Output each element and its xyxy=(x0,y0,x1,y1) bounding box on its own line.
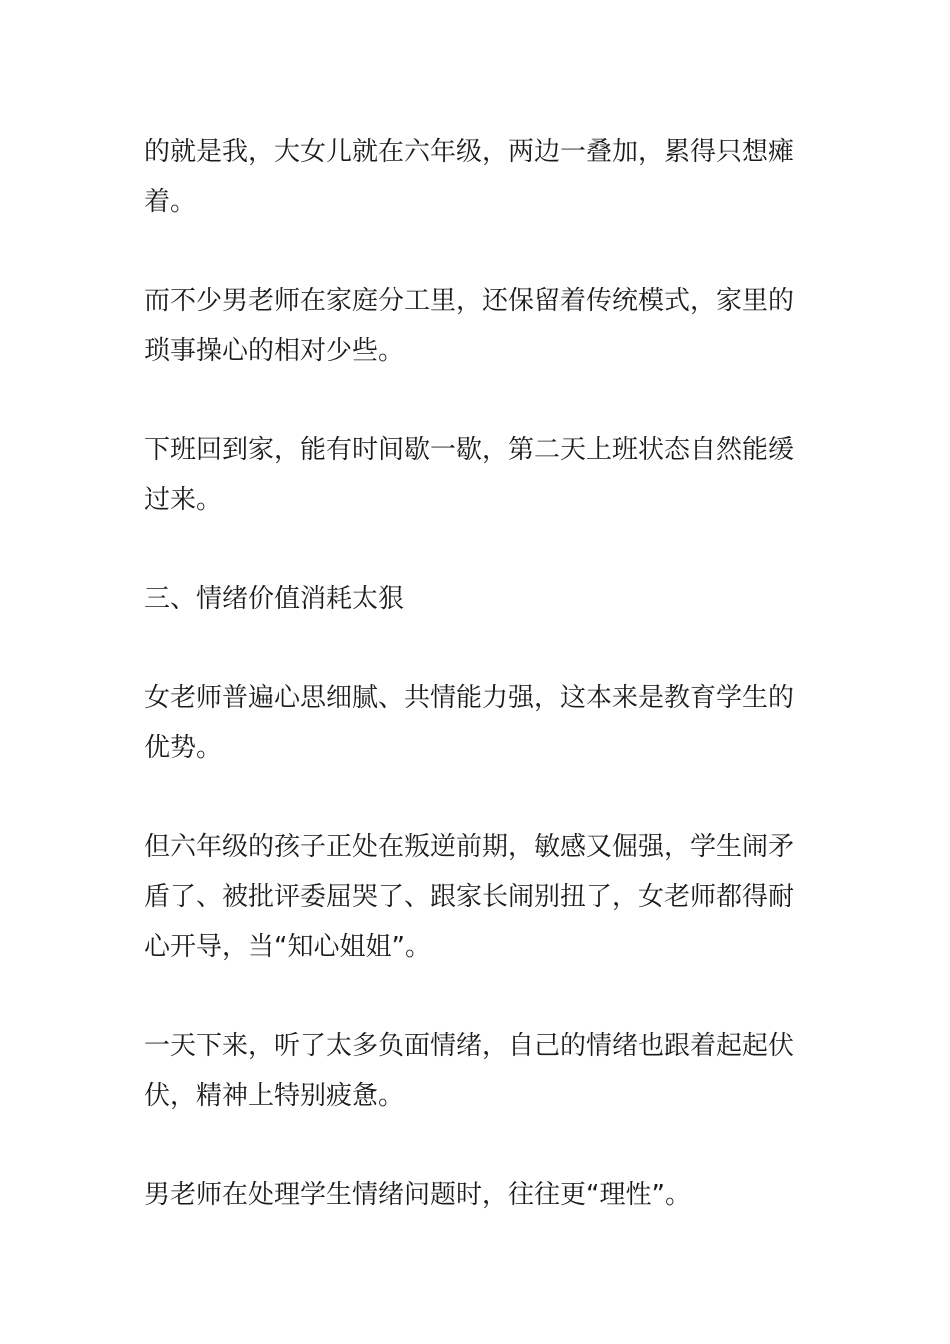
paragraph-3: 下班回到家，能有时间歇一歇，第二天上班状态自然能缓过来。 xyxy=(144,435,795,515)
article-body xyxy=(144,127,814,1220)
paragraph-4: 女老师普遍心思细腻、共情能力强，这本来是教育学生的优势。 xyxy=(144,683,795,763)
section-heading: 三、情绪价值消耗太狠 xyxy=(144,584,405,614)
paragraph-2: 而不少男老师在家庭分工里，还保留着传统模式，家里的琐事操心的相对少些。 xyxy=(144,286,795,366)
paragraph-6: 一天下来，听了太多负面情绪，自己的情绪也跟着起起伏伏，精神上特别疲惫。 xyxy=(144,1031,795,1111)
paragraph-7: 男老师在处理学生情绪问题时，往往更“理性”。 xyxy=(144,1180,691,1210)
paragraph-1: 的就是我，大女儿就在六年级，两边一叠加，累得只想瘫着。 xyxy=(144,137,795,217)
paragraph-5: 但六年级的孩子正处在叛逆前期，敏感又倔强，学生闹矛盾了、被批评委屈哭了、跟家长闹别扭了，女老师都得耐心开导，当“知心姐姐”。 xyxy=(144,832,795,962)
